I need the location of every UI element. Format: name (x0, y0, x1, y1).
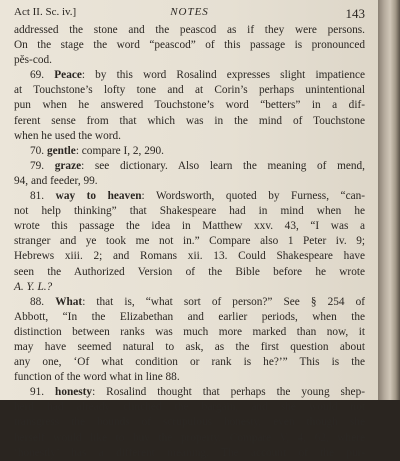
text-line: addressed the stone and the peascod as if they were persons. (14, 24, 365, 36)
text-line: function of the word what in line 88. (14, 371, 180, 384)
text-line: at Touchstone’s lofty tone and at Corin’s perhaps unintentional (14, 84, 365, 97)
text-line: ferent sense from that which was in the mind of Touchstone (14, 114, 365, 127)
text-line: Hebrews xiii. 2; and Romans xii. 13. Could Shakespeare have (14, 250, 365, 263)
section-title: NOTES (170, 6, 209, 18)
text-line: when he used the word. (14, 129, 121, 142)
page-number: 143 (345, 6, 365, 21)
text-line: 69. Peace: by this word Rosalind expresses slight impatience (30, 69, 365, 82)
text-line: seen the Authorized Version of the Bible before he wrote (14, 265, 365, 278)
page-edge-stack (378, 0, 400, 400)
act-scene-label: Act II. Sc. iv.] (14, 6, 77, 18)
text-line: ‘honestly’ has a different meaning. The account of the pur- (14, 446, 365, 459)
text-line: stranger and ye took me not in.” Compare also 1 Peter iv. 9; (14, 235, 365, 248)
note-88: 88. What: that is, “what sort of person?” See § 254 of (30, 295, 365, 308)
text-line: wrote this passage the idea in Matthew xxv. 43, “I was a (14, 220, 365, 233)
note-79: 79. graze: see dictionary. Also learn the meaning of mend, (30, 159, 365, 172)
text-line: Abbott, “In the Elizabethan and earlier periods, when the (14, 310, 365, 323)
text-line: not help thinking” that Shakespeare had in mind when he (14, 205, 365, 218)
text-line: transgress the bounds of scrupulous honesty, even though she (14, 416, 365, 429)
text-line: pun when he answered Touchstone’s word “betters” in a dif- (14, 99, 365, 112)
text-line: A. Y. L.? (14, 280, 53, 293)
note-69 (14, 68, 365, 83)
text-line: 94, and feeder, 99. (14, 174, 98, 187)
notes-body (14, 23, 365, 461)
text-line: herself would like to buy the property. Compare V, 4, 62, where (14, 431, 365, 444)
text-line: On the stage the word “peascod” of this passage is pronounced (14, 39, 365, 52)
text-line: pĕs-cod. (14, 54, 52, 67)
note-91: 91. honesty: Rosalind thought that perhaps the young shep- (30, 386, 365, 399)
running-header (14, 6, 365, 22)
note-70: 70. gentle: compare I, 2, 290. (30, 144, 164, 157)
text-line: any one, ‘Of what condition or rank is he?’” This is the (14, 356, 365, 369)
note-81: 81. way to heaven: Wordsworth, quoted by Furness, “can- (30, 190, 366, 203)
text-line: may have seemed natural to ask, as the first question about (14, 340, 365, 353)
text-line: distinction between ranks was much more marked than now, it (14, 325, 365, 338)
text-line: herd had already clinched the bargain, and she would not (14, 401, 365, 414)
